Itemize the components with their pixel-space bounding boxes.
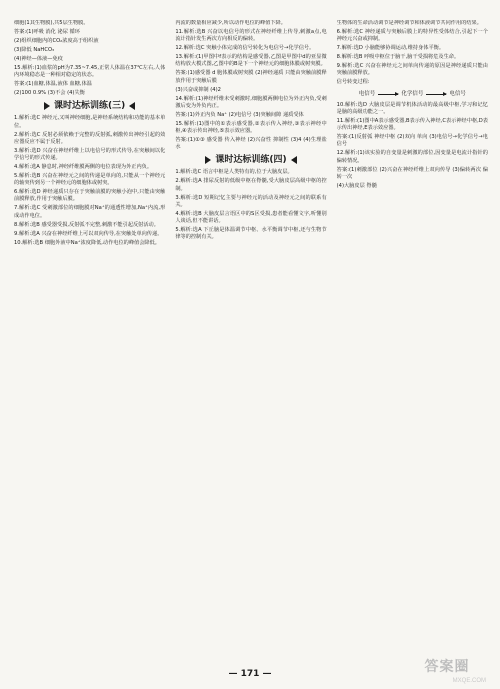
paragraph: 12.解析:(1)该实验的自变量是刺激的部位,因变量是电流计指针的偏转情况。 [336, 150, 488, 164]
diagram-label-middle: 化学信号 [401, 90, 424, 97]
text-columns [14, 20, 488, 655]
paragraph: (4)神经—体液—免疫 [14, 56, 63, 62]
paragraph: 答案:(1)反射弧 神经中枢 (2)双向 单向 (3)电信号→化学信号→电信号 [336, 134, 488, 148]
paragraph: 7.解析:选D 小脑能够协调运动,维持身体平衡。 [336, 45, 445, 52]
paragraph: 答案:(1)呼吸 消化 泌尿 循环 [14, 29, 80, 35]
paragraph: (3)兴奋或抑制 (4)2 [175, 86, 221, 93]
column-middle [175, 20, 326, 655]
paragraph: 4.解析:选B 大脑皮层言语区中的S区受损,患者能看懂文字,听懂别人谈话,但不能讲话。 [175, 210, 327, 225]
paragraph: (3)降低 NaHCO₃ [14, 47, 55, 53]
paragraph: (2)100 0.9% (3)不会 (4)失衡 [14, 90, 85, 97]
column-right [337, 20, 488, 655]
paragraph: 答案:(1)外正内负 Na⁺ (2)电信号 (3)突触间隙 递质受体 [175, 111, 304, 118]
paragraph: 10.解析:选B 细胞外液中Na⁺浓度降低,动作电位的峰值会降低。 [14, 239, 160, 246]
paragraph: 10.解析:选D 大脑皮层是调节机体活动的最高级中枢,学习和记忆是脑的高级功能之一。 [336, 101, 488, 116]
paragraph: 答案:(1)①③ 感受器 传入神经 (2)兴奋性 抑制性 (3)4 (4)生理盐水 [175, 137, 327, 151]
paragraph: 2.解析:选C 反射必须依赖于完整的反射弧,刺激传出神经引起的效应器反应不属于反射。 [14, 131, 166, 145]
paragraph: 11.解析:(1)图中A表示感受器,B表示传入神经,C表示神经中枢,D表示传出神经,E表示效应器。 [336, 118, 488, 132]
paragraph: 15.解析:(1)血浆的pH为7.35~7.45,正常人体温在37℃左右,人体内环境稳态是一种相对稳定的状态。 [14, 65, 166, 79]
paragraph: 1.解析:选C 神经元,又叫神经细胞,是神经系统结构和功能的基本单位。 [14, 115, 166, 129]
watermark-sub: MXQE.COM [452, 678, 486, 684]
page-number: — 171 — [228, 669, 272, 679]
paragraph: 答案:(1)血糖,体温,液体 血糖,体温 [14, 81, 92, 88]
paragraph: 答案:(1)刺激部位 (2)兴奋在神经纤维上双向传导 (3)偏转两次 偏转一次 [336, 166, 488, 180]
section-title: 课时达标训练(三) [54, 101, 126, 112]
paragraph: 1.解析:选C 语言中枢是人类特有的,位于大脑皮层。 [175, 169, 293, 176]
page-number-value: 171 [240, 669, 260, 679]
arrow-right-icon [378, 94, 398, 95]
triangle-icon [44, 102, 50, 110]
paragraph: 4.解析:选A 静息时,神经纤维膜两侧的电位表现为外正内负。 [14, 164, 153, 171]
paragraph: 13.解析:(1)甲图中f表示的结构是感受器,乙图是甲图中d的亚显微结构放大模式图,乙图中的B是下一个神经元的细胞体膜或树突膜。 [175, 54, 327, 68]
paragraph: 6.解析:选C 神经递质与突触后膜上的特异性受体结合,引起下一个神经元兴奋或抑制。 [336, 29, 488, 43]
paragraph: 信号转变过程: [336, 79, 370, 86]
diagram-label-left: 电信号 [358, 90, 376, 97]
paragraph: 答案:(1)感受器 d 胞体膜或树突膜 (2)神经递质 只能由突触前膜释放作用于突触后膜 [175, 70, 327, 84]
column-left [14, 20, 165, 655]
watermark-logo [406, 653, 488, 684]
paragraph: 8.解析:选B 感受器受损,反射弧不完整,刺激不能引起反射活动。 [14, 221, 159, 228]
paragraph: 14.解析:(1)神经纤维未受刺激时,细胞膜两侧电位为外正内负,受刺激后变为外负内正。 [175, 95, 327, 109]
paragraph: 5.解析:选A 下丘脑是体温调节中枢、水平衡调节中枢,还与生物节律等的控制有关。 [175, 227, 327, 241]
paragraph: 6.解析:选D 神经递质只存在于突触前膜的突触小泡中,只能由突触前膜释放,作用于突触后膜。 [14, 189, 166, 203]
paragraph: 15.解析:(1)图中的①表示感受器,②表示传入神经,③表示神经中枢,④表示传出神经,⑤表示效应器。 [175, 120, 327, 135]
arrow-right-icon [426, 94, 446, 95]
triangle-icon [291, 156, 297, 164]
diagram-label-right: 电信号 [449, 90, 466, 97]
signal-conversion-diagram [337, 91, 488, 98]
paragraph: (4)大脑皮层 脊髓 [336, 182, 377, 189]
paragraph: 5.解析:选B 兴奋在神经元之间的传递是单向的,只能从一个神经元的轴突传到另一个神经元的细胞体或树突。 [14, 173, 166, 187]
paragraph: (2)组织细胞内的CO₂浓度高于组织液 [14, 38, 99, 44]
paragraph: 7.解析:选C 受刺激部位的细胞膜对Na⁺的通透性增加,Na⁺内流,形成动作电位。 [14, 205, 166, 219]
paragraph: 12.解析:选C 突触小体完成的信号转化为电信号→化学信号。 [175, 45, 315, 52]
paragraph: 11.解析:选B 兴奋以电信号的形式在神经纤维上传导,刺激a点,电流计指针发生两次方向相反的偏转。 [175, 29, 327, 43]
section-heading-4 [175, 154, 326, 166]
paragraph: 9.解析:选A 兴奋在神经纤维上可以双向传导,在突触处单向传递。 [14, 230, 163, 237]
paragraph: 生物体的生命活动调节是神经调节和体液调节共同作用的结果。 [336, 20, 482, 26]
section-heading-3 [14, 100, 165, 112]
triangle-icon [129, 102, 135, 110]
paragraph: 3.解析:选D 短期记忆主要与神经元的活动及神经元之间的联系有关。 [175, 194, 327, 208]
section-title: 课时达标训练(四) [215, 155, 287, 166]
triangle-icon [205, 156, 211, 164]
paragraph: 8.解析:选B 呼吸中枢位于脑干,脑干受损将危及生命。 [336, 54, 460, 61]
paragraph: 细胞(1其生物膜),共5层生物膜。 [14, 20, 89, 26]
paragraph: 9.解析:选C 兴奋在神经元之间单向传递的原因是神经递质只能由突触前膜释放。 [336, 63, 488, 77]
paragraph: 3.解析:选D 兴奋在神经纤维上以电信号的形式传导,在突触间以化学信号的形式传递。 [14, 147, 166, 162]
paragraph: 内流的数量相应减少,所以动作电位的峰值下降。 [175, 20, 286, 26]
watermark-main: 答案圈 [424, 658, 470, 674]
paragraph: 2.解析:选A 排尿反射的低级中枢在脊髓,受大脑皮层高级中枢的控制。 [175, 178, 327, 192]
